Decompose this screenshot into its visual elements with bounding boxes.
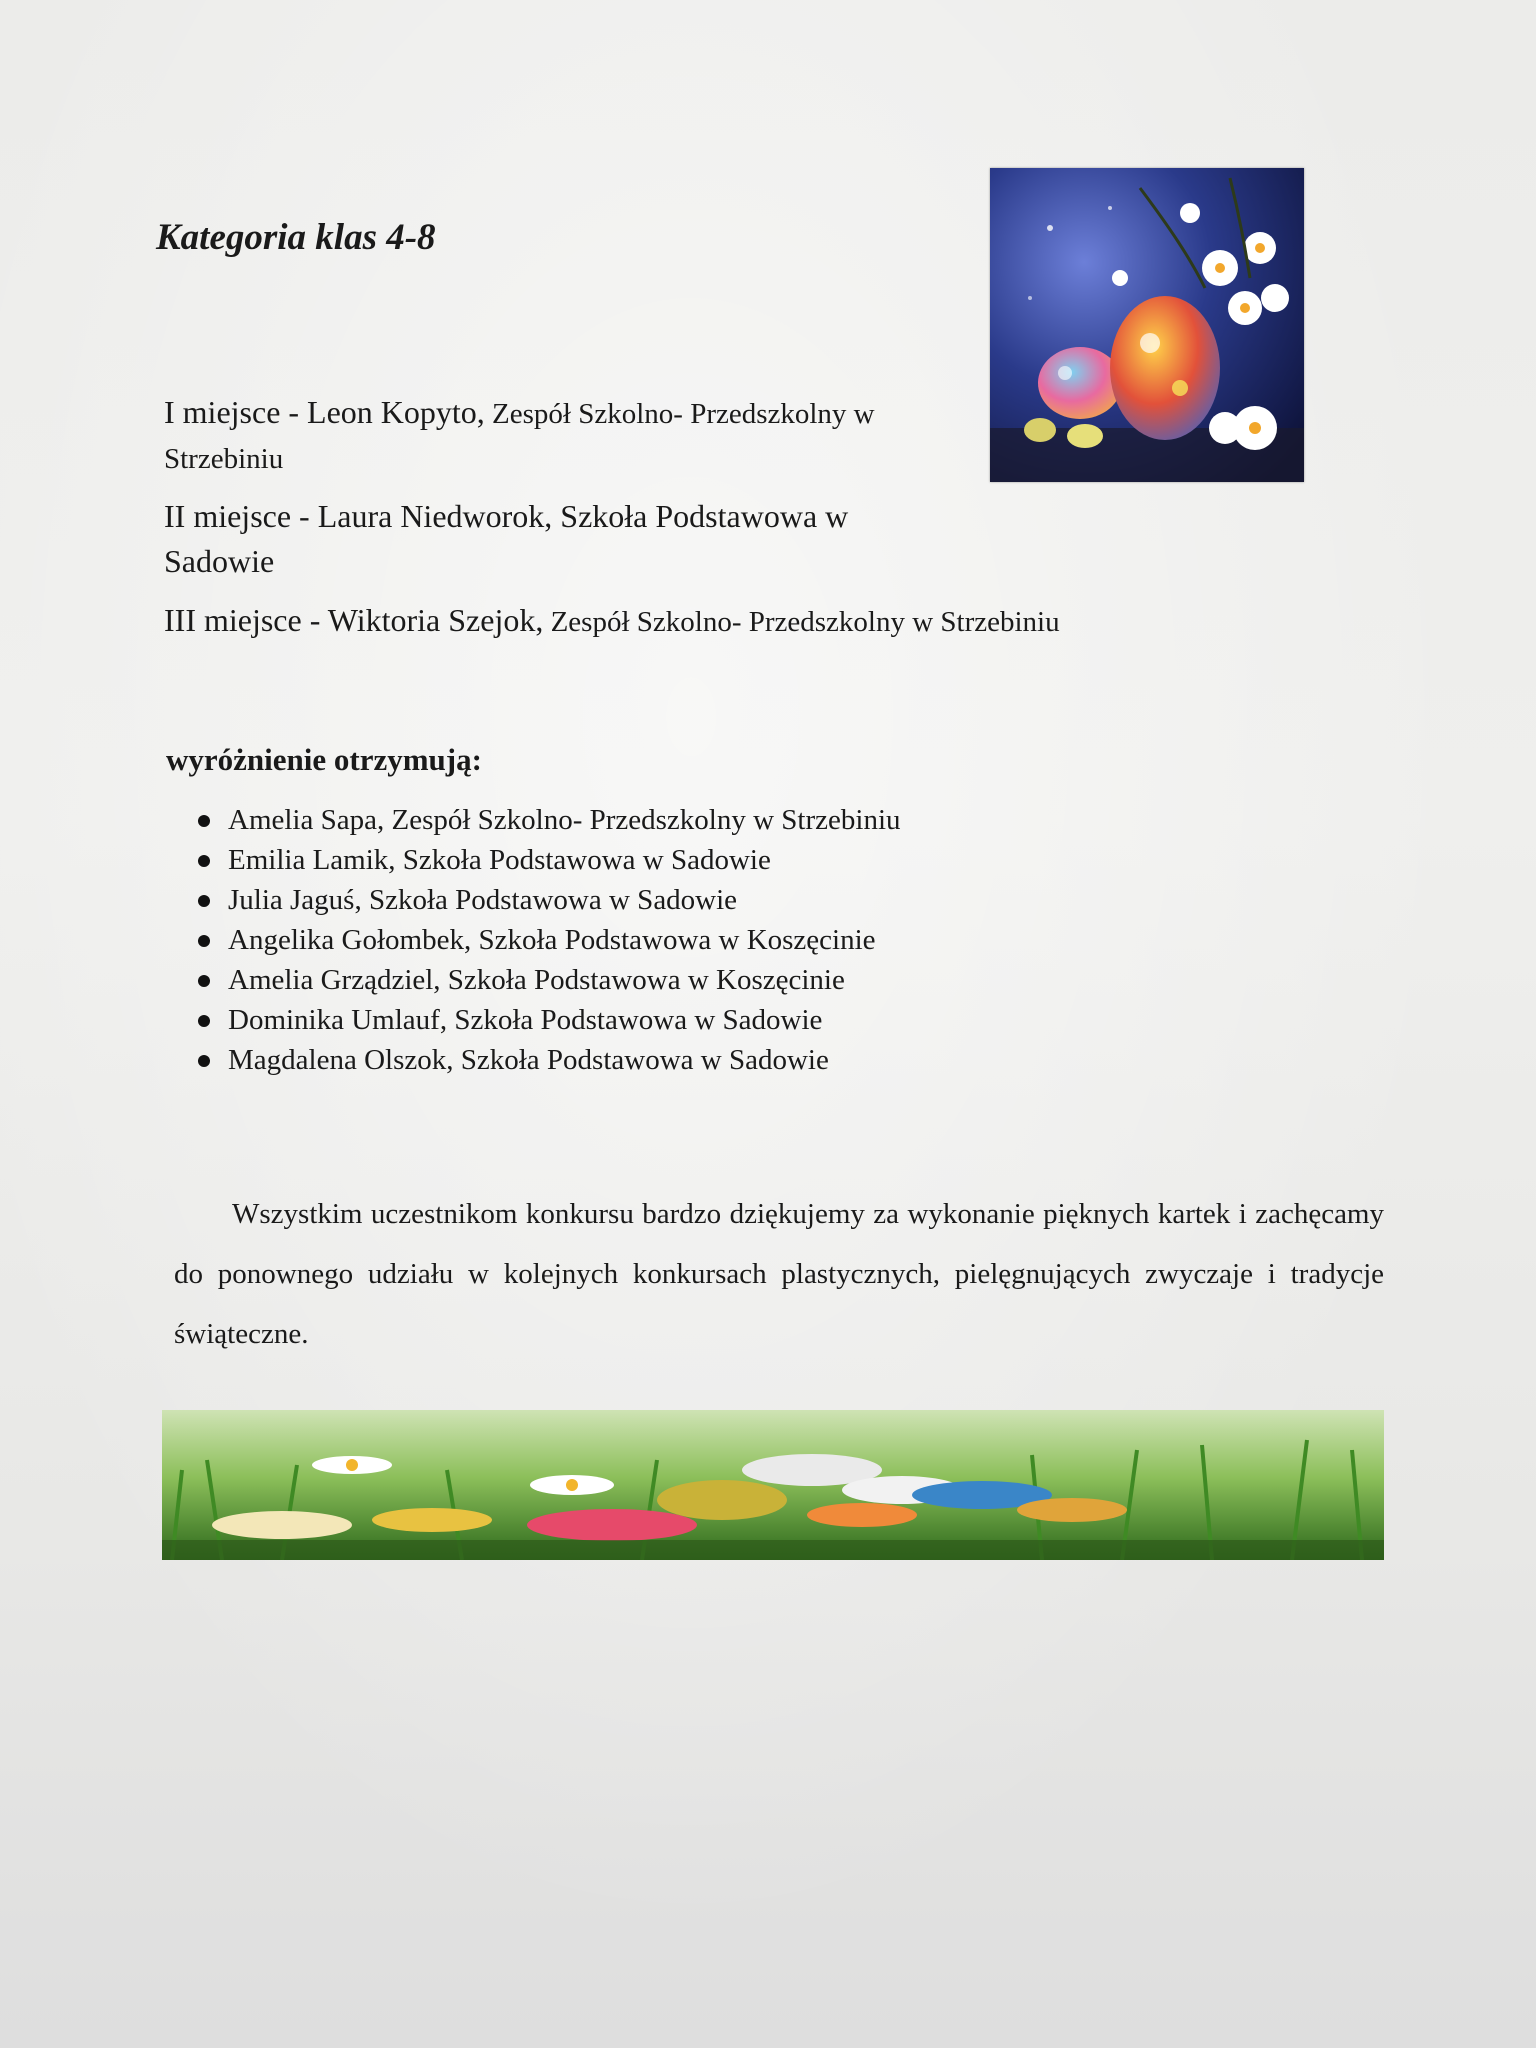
- list-item-text: Magdalena Olszok, Szkoła Podstawowa w Sadowie: [228, 1044, 829, 1076]
- bullet-icon: [198, 815, 210, 827]
- category-title: Kategoria klas 4-8: [156, 217, 436, 258]
- list-item-text: Angelika Gołombek, Szkoła Podstawowa w Koszęcinie: [228, 924, 876, 956]
- bullet-icon: [198, 1055, 210, 1067]
- list-item: [198, 920, 901, 960]
- bullet-icon: [198, 935, 210, 947]
- closing-paragraph: Wszystkim uczestnikom konkursu bardzo dziękujemy za wykonanie pięknych kartek i zachęcamy do ponownego udziału w kolejnych konkursach plastycznych, pielęgnujących zwyczaje i tradycje świąteczne.: [174, 1198, 1384, 1350]
- bullet-icon: [198, 895, 210, 907]
- list-item: [198, 960, 901, 1000]
- second-place-lead: II miejsce - Laura Niedworok, Szkoła Podstawowa w Sadowie: [164, 498, 849, 579]
- first-place-lead: I miejsce - Leon Kopyto,: [164, 394, 485, 430]
- first-place: [164, 390, 964, 481]
- list-item-text: Amelia Grządziel, Szkoła Podstawowa w Koszęcinie: [228, 964, 845, 996]
- third-place-lead: III miejsce - Wiktoria Szejok,: [164, 602, 544, 638]
- first-place-school: Zespół Szkolno- Przedszkolny w Strzebiniu: [164, 398, 875, 475]
- third-place: [164, 598, 1204, 644]
- bullet-icon: [198, 855, 210, 867]
- third-place-school: Zespół Szkolno- Przedszkolny w Strzebiniu: [543, 606, 1060, 638]
- distinction-heading: wyróżnienie otrzymują:: [166, 742, 482, 777]
- list-item: [198, 840, 901, 880]
- easter-eggs-image: [990, 168, 1304, 482]
- bullet-icon: [198, 975, 210, 987]
- bullet-icon: [198, 1015, 210, 1027]
- list-item-text: Dominika Umlauf, Szkoła Podstawowa w Sadowie: [228, 1004, 823, 1036]
- list-item-text: Julia Jaguś, Szkoła Podstawowa w Sadowie: [228, 884, 738, 916]
- honorable-mentions-list: [198, 800, 901, 1080]
- list-item: [198, 800, 901, 840]
- grass-banner-image: [162, 1410, 1384, 1560]
- list-item: [198, 1040, 901, 1080]
- list-item-text: Amelia Sapa, Zespół Szkolno- Przedszkolny w Strzebiniu: [228, 804, 901, 836]
- second-place: [164, 494, 964, 585]
- list-item-text: Emilia Lamik, Szkoła Podstawowa w Sadowie: [228, 844, 771, 876]
- list-item: [198, 1000, 901, 1040]
- list-item: [198, 880, 901, 920]
